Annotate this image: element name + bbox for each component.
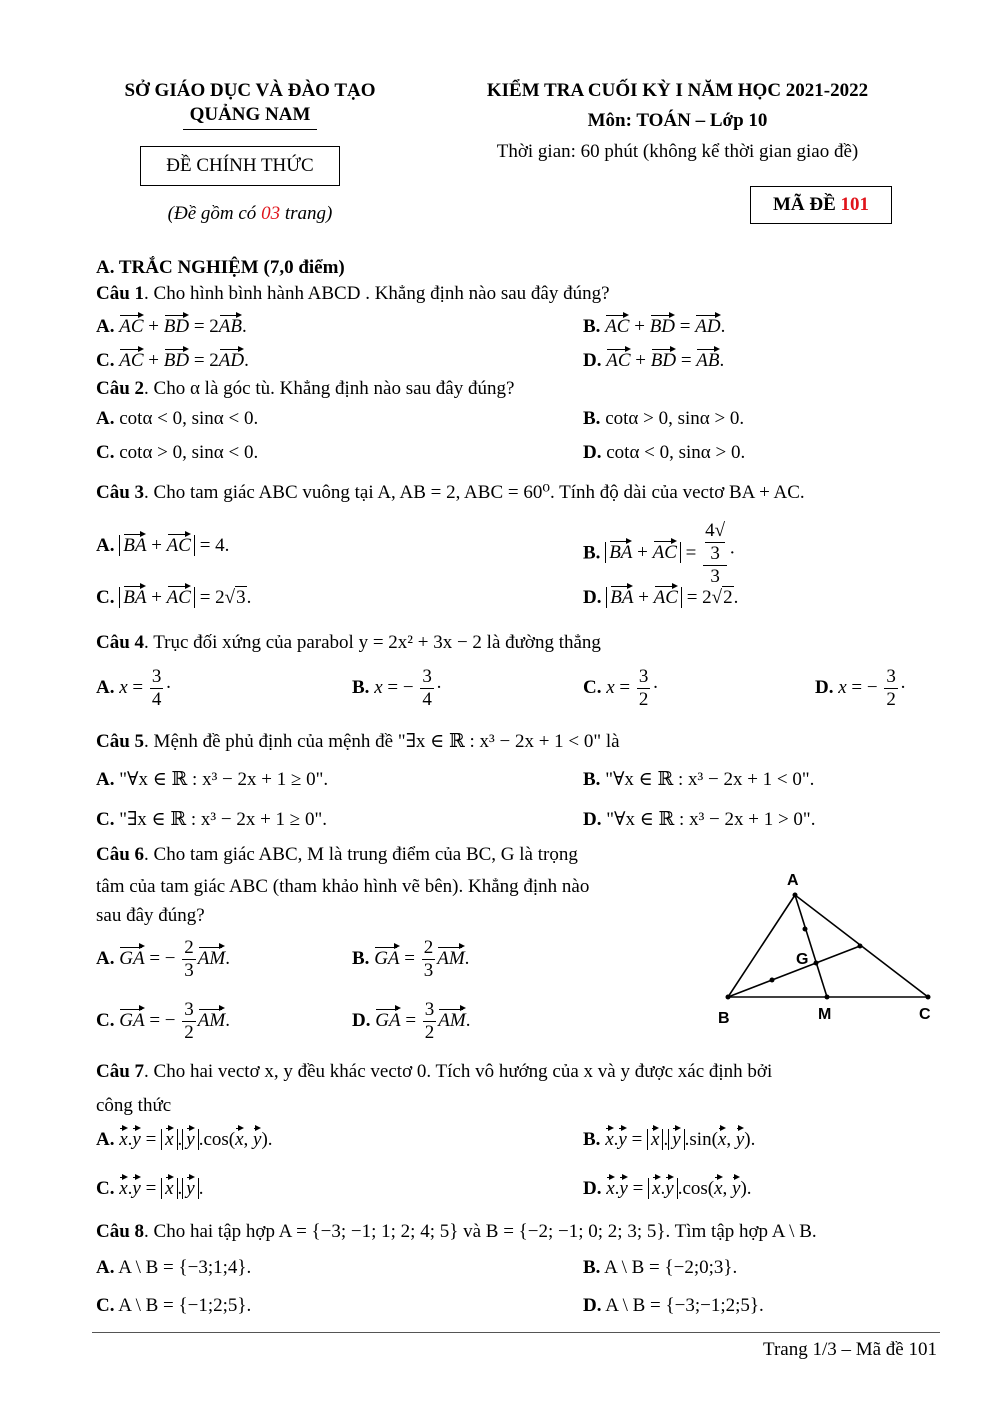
q2-option-c: C. cotα > 0, sinα < 0. [96,442,259,463]
q6-option-a: A. GA = − $\frac{2}{3}$ AM. [96,937,230,981]
q6-option-b: B. GA = $\frac{2}{3}$ AM. [352,937,470,981]
q5-option-b: B. "∀x ∈ ℝ : x³ − 2x + 1 < 0". [583,769,815,790]
q5-option-d: D. "∀x ∈ ℝ : x³ − 2x + 1 > 0". [583,809,816,830]
q2-option-b: B. cotα > 0, sinα > 0. [583,408,745,429]
footer-rule [92,1332,940,1333]
official-badge: ĐỀ CHÍNH THỨC [140,146,340,186]
q3-option-b: B. BA + AC = 4√ 3 3 · [583,520,736,587]
question-4: Câu 4. Trục đối xứng của parabol y = 2x² + 3x − 2 là đường thẳng [96,632,601,653]
question-7-line2: công thức [96,1095,172,1116]
q1-option-d: D. AC + BD = AB. [583,350,725,371]
q3-option-c: C. BA + AC = 2√3. [96,587,252,608]
q2-option-d: D. cotα < 0, sinα > 0. [583,442,746,463]
pages-note: (Đề gồm có 03 trang) [167,203,333,224]
question-1: Câu 1. Cho hình bình hành ABCD . Khẳng định nào sau đây đúng? [96,283,610,304]
median-b [728,946,860,997]
point-mid-bg [770,978,775,983]
label-m: M [818,1006,832,1023]
label-a: A [787,872,799,889]
q2-option-a: A. cotα < 0, sinα < 0. [96,408,259,429]
q4-option-d: D. x = − $\frac{3}{2}$ · [815,666,907,710]
exam-time: Thời gian: 60 phút (không kể thời gian giao đề) [496,141,859,162]
label-b: B [718,1010,730,1027]
median-am [795,895,827,997]
triangle-figure [710,865,950,1030]
q5-option-c: C. "∃x ∈ ℝ : x³ − 2x + 1 ≥ 0". [96,809,327,830]
point-mid-ag [803,927,808,932]
question-6-line3: sau đây đúng? [96,905,205,926]
point-a [793,893,798,898]
exam-code-box: MÃ ĐỀ 101 [750,186,892,224]
q1-option-a: A. AC + BD = 2AB. [96,316,247,337]
q7-option-a: A. x.y = x . y .cos(x, y). [96,1129,273,1150]
q4-option-c: C. x = $\frac{3}{2}$ · [583,666,659,710]
q6-option-d: D. GA = $\frac{3}{2}$ AM. [352,999,471,1043]
label-g: G [796,951,809,968]
q4-option-b: B. x = − $\frac{3}{4}$ · [352,666,443,710]
point-c [926,995,931,1000]
point-mid-ac [858,944,863,949]
q4-option-a: A. x = $\frac{3}{4}$ · [96,666,172,710]
page-footer: Trang 1/3 – Mã đề 101 [763,1339,937,1360]
province-name: QUẢNG NAM [189,104,311,125]
q7-option-d: D. x.y = x.y .cos(x, y). [583,1178,752,1199]
point-b [726,995,731,1000]
department-name: SỞ GIÁO DỤC VÀ ĐÀO TẠO [124,80,376,101]
q8-option-c: C. A \ B = {−1;2;5}. [96,1295,252,1316]
exam-subject: Môn: TOÁN – Lớp 10 [587,110,768,131]
question-6-line1: Câu 6. Cho tam giác ABC, M là trung điểm của BC, G là trọng [96,844,578,865]
question-2: Câu 2. Cho α là góc tù. Khẳng định nào sau đây đúng? [96,378,515,399]
question-3: Câu 3. Cho tam giác ABC vuông tại A, AB = 2, ABC = 60⁰. Tính độ dài của vectơ BA + AC. [96,482,805,503]
q1-option-b: B. AC + BD = AD. [583,316,726,337]
q8-option-d: D. A \ B = {−3;−1;2;5}. [583,1295,764,1316]
q1-option-c: C. AC + BD = 2AD. [96,350,249,371]
q5-option-a: A. "∀x ∈ ℝ : x³ − 2x + 1 ≥ 0". [96,769,329,790]
q6-option-c: C. GA = − $\frac{3}{2}$ AM. [96,999,230,1043]
point-m [825,995,830,1000]
triangle-abc [728,895,928,997]
section-title: A. TRẮC NGHIỆM (7,0 điểm) [96,257,345,278]
q3-option-a: A. BA + AC = 4. [96,535,230,556]
q7-option-b: B. x.y = x . y .sin(x, y). [583,1129,756,1150]
question-8: Câu 8. Cho hai tập hợp A = {−3; −1; 1; 2; 4; 5} và B = {−2; −1; 0; 2; 3; 5}. Tìm tập hợp A \ B. [96,1221,817,1242]
question-5: Câu 5. Mệnh đề phủ định của mệnh đề "∃x ∈ ℝ : x³ − 2x + 1 < 0" là [96,731,620,752]
q8-option-b: B. A \ B = {−2;0;3}. [583,1257,738,1278]
question-7-line1: Câu 7. Cho hai vectơ x, y đều khác vectơ 0. Tích vô hướng của x và y được xác định bởi [96,1061,773,1082]
exam-title: KIỂM TRA CUỐI KỲ I NĂM HỌC 2021-2022 [486,80,869,101]
q3-option-d: D. BA + AC = 2√2. [583,587,739,608]
q7-option-c: C. x.y = x . y . [96,1178,204,1199]
point-g [814,961,819,966]
label-c: C [919,1006,931,1023]
province-underline [183,129,317,130]
q8-option-a: A. A \ B = {−3;1;4}. [96,1257,252,1278]
question-6-line2: tâm của tam giác ABC (tham khảo hình vẽ bên). Khẳng định nào [96,876,590,897]
